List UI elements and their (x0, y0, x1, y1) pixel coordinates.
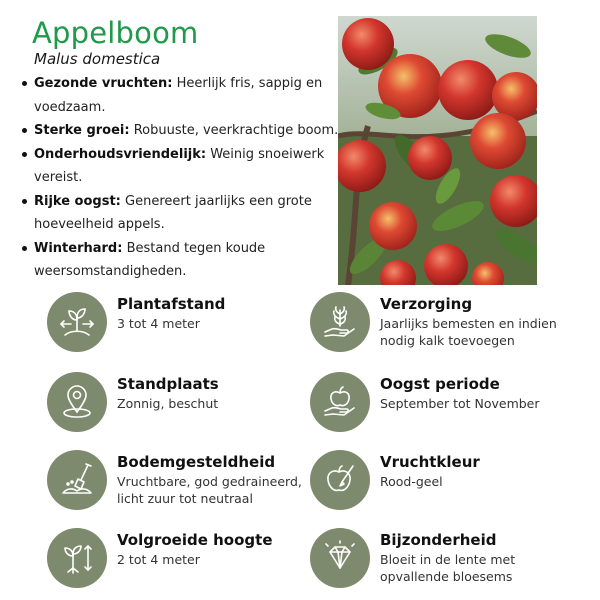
feature-mature-height (47, 528, 307, 598)
list-item (22, 237, 340, 284)
bullet-text: Weinig snoeiwerk vereist. (34, 146, 325, 185)
feature-title: Volgroeide hoogte (117, 531, 273, 549)
feature-title: Plantafstand (117, 295, 226, 313)
feature-title: Bijzonderheid (380, 531, 497, 549)
shovel-soil-icon (57, 460, 97, 500)
feature-description: Vruchtbare, god gedraineerd, licht zuur tot neutraal (117, 474, 302, 506)
bullet-label: Onderhoudsvriendelijk: (34, 146, 207, 162)
feature-fruit-color (310, 450, 570, 520)
feature-description: 3 tot 4 meter (117, 316, 200, 331)
harvest-apple-icon (320, 382, 360, 422)
feature-title: Verzorging (380, 295, 473, 313)
benefits-list (22, 72, 340, 284)
bullet-text: Bestand tegen koude weersomstandigheden. (34, 240, 266, 279)
bullet-label: Rijke oogst: (34, 193, 121, 209)
feature-description: 2 tot 4 meter (117, 552, 200, 567)
sprout-height-icon (57, 538, 97, 578)
bullet-text: Genereert jaarlijks een grote hoeveelheid appels. (34, 193, 312, 232)
apple-photo-illustration (338, 16, 537, 285)
plant-spacing-icon (57, 302, 97, 342)
botanical-name: Malus domestica (34, 50, 161, 68)
feature-description: Bloeit in de lente met opvallende bloesems (380, 552, 516, 584)
feature-soil (47, 450, 307, 520)
feature-title: Bodemgesteldheid (117, 453, 276, 471)
feature-description: Zonnig, beschut (117, 396, 219, 411)
bullet-label: Gezonde vruchten: (34, 76, 173, 91)
page-title: Appelboom (32, 16, 199, 50)
feature-title: Standplaats (117, 375, 219, 393)
bullet-text: Robuuste, veerkrachtige boom. (133, 123, 339, 138)
list-item (22, 72, 340, 119)
feature-description: Rood-geel (380, 474, 443, 489)
bullet-label: Sterke groei: (34, 123, 130, 138)
care-hand-icon (320, 302, 360, 342)
feature-special (310, 528, 570, 598)
location-pin-icon (57, 382, 97, 422)
feature-care (310, 292, 570, 362)
bullet-text: Heerlijk fris, sappig en voedzaam. (34, 76, 323, 115)
feature-description: Jaarlijks bemesten en indien nodig kalk toevoegen (380, 316, 557, 348)
feature-title: Vruchtkleur (380, 453, 480, 471)
list-item (22, 119, 340, 143)
list-item (22, 143, 340, 190)
feature-location (47, 372, 307, 442)
list-item (22, 190, 340, 237)
apple-tree-photo (338, 16, 537, 285)
feature-title: Oogst periode (380, 375, 500, 393)
feature-harvest (310, 372, 570, 442)
fruit-color-icon (320, 460, 360, 500)
bullet-label: Winterhard: (34, 240, 123, 256)
diamond-icon (320, 538, 360, 578)
feature-plant-spacing (47, 292, 307, 362)
feature-description: September tot November (380, 396, 540, 411)
